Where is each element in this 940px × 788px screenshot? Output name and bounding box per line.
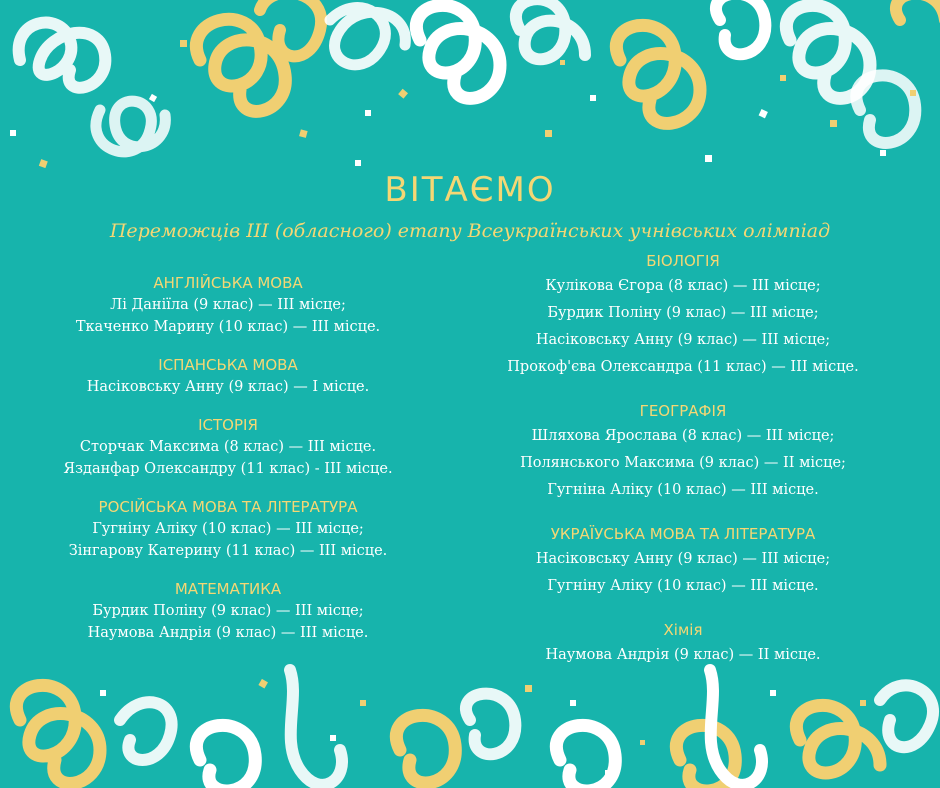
subject-title: ГЕОГРАФІЯ: [639, 402, 727, 420]
subject-section-history: [20, 414, 436, 480]
winner-entry: Насіковську Анну (9 клас) — ІІІ місце;: [535, 332, 831, 348]
subject-section-math: [20, 578, 436, 644]
winner-entry: Бурдик Поліну (9 клас) — ІІІ місце;: [547, 305, 819, 321]
subject-section-spanish: [20, 354, 436, 398]
subject-section-geography: [460, 399, 906, 504]
winner-entry: Бурдик Поліну (9 клас) — ІІІ місце;: [92, 603, 364, 619]
subject-title: БІОЛОГІЯ: [646, 252, 720, 270]
subject-section-ukrainian: [460, 522, 906, 600]
winner-entry: Гугніну Аліку (10 клас) — ІІІ місце.: [547, 578, 819, 594]
subject-title: РОСІЙСЬКА МОВА ТА ЛІТЕРАТУРА: [98, 498, 358, 516]
subject-title: УКРАЇУСЬКА МОВА ТА ЛІТЕРАТУРА: [550, 525, 816, 543]
subject-title: ІСПАНСЬКА МОВА: [158, 356, 298, 374]
winner-entry: Кулікова Єгора (8 клас) — ІІІ місце;: [545, 278, 821, 294]
winner-entry: Сторчак Максима (8 клас) — ІІІ місце.: [79, 439, 377, 455]
winner-entry: Шляхова Ярослава (8 клас) — ІІІ місце;: [531, 428, 835, 444]
winner-entry: Гугніну Аліку (10 клас) — ІІІ місце;: [92, 521, 364, 537]
subject-title: Хімія: [663, 621, 703, 639]
subject-section-russian: [20, 496, 436, 562]
left-results-column: [20, 272, 436, 660]
winner-entry: Ткаченко Марину (10 клас) — ІІІ місце.: [75, 319, 381, 335]
subject-section-biology: [460, 249, 906, 381]
winner-entry: Насіковську Анну (9 клас) — ІІІ місце;: [535, 551, 831, 567]
subject-title: АНГЛІЙСЬКА МОВА: [153, 274, 303, 292]
winner-entry: Полянського Максима (9 клас) — ІІ місце;: [520, 455, 846, 471]
subject-section-english: [20, 272, 436, 338]
winner-entry: Лі Даніїла (9 клас) — ІІІ місце;: [110, 297, 346, 313]
winner-entry: Язданфар Олександру (11 клас) - ІІІ місце.: [63, 461, 393, 477]
winner-entry: Зінгарову Катерину (11 клас) — ІІІ місце.: [68, 543, 388, 559]
page-subtitle: Переможців ІІІ (обласного) етапу Всеукраїнських учнівських олімпіад: [109, 220, 831, 242]
winner-entry: Гугніна Аліку (10 клас) — ІІІ місце.: [547, 482, 819, 498]
winner-entry: Наумова Андрія (9 клас) — ІІІ місце.: [87, 625, 369, 641]
subject-title: МАТЕМАТИКА: [174, 580, 282, 598]
winner-entry: Наумова Андрія (9 клас) — ІІ місце.: [545, 647, 821, 663]
subject-section-chemistry: [460, 618, 906, 669]
page-title: ВІТАЄМО: [384, 170, 556, 210]
subject-title: ІСТОРІЯ: [198, 416, 258, 434]
right-results-column: [460, 249, 906, 687]
winner-entry: Насіковську Анну (9 клас) — І місце.: [86, 379, 370, 395]
winner-entry: Прокоф'єва Олександра (11 клас) — ІІІ місце.: [507, 359, 859, 375]
